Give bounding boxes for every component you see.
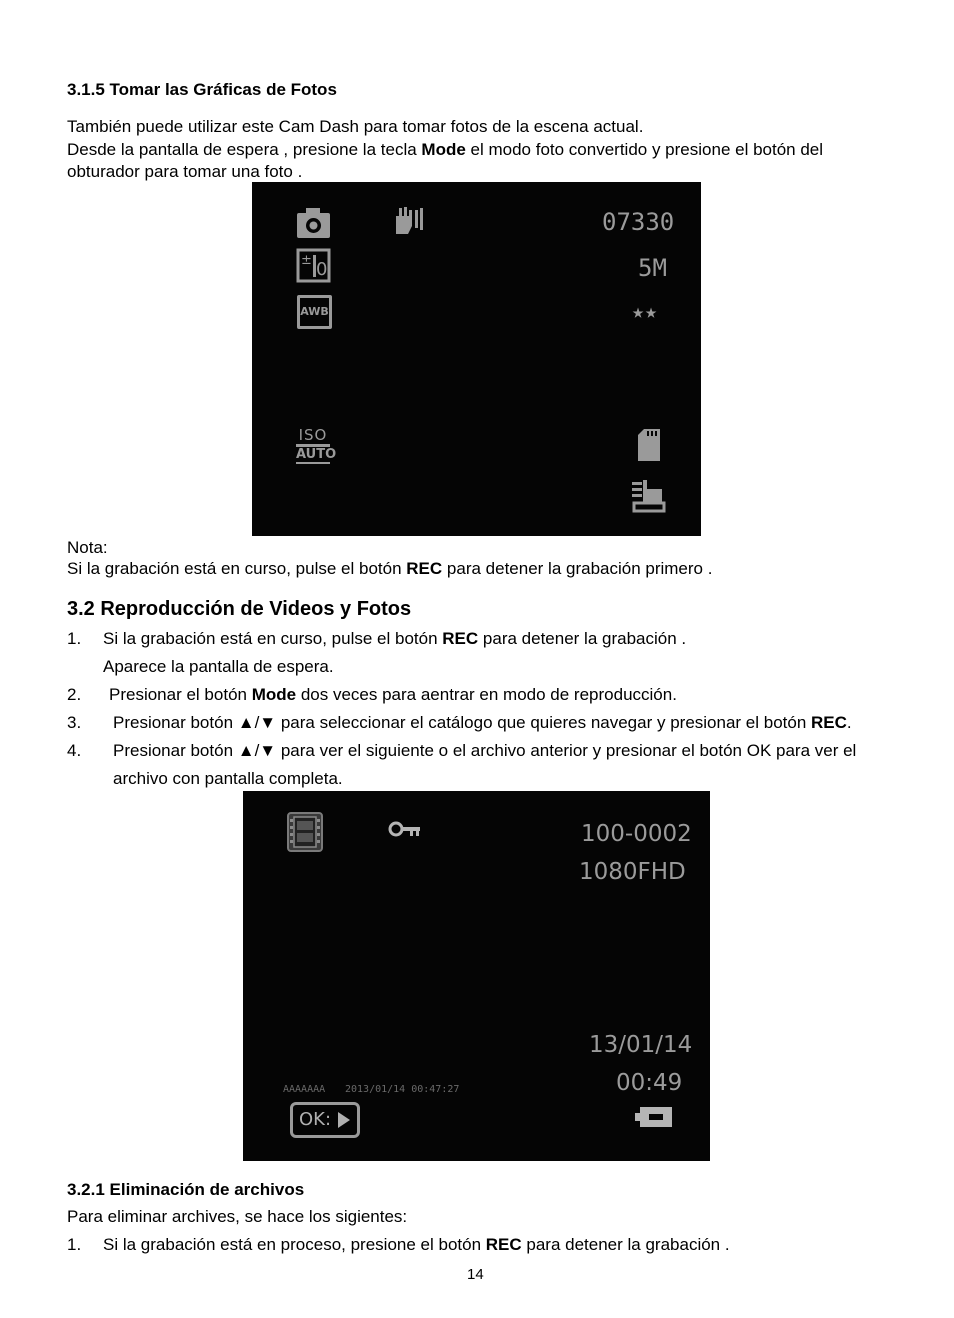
text-run: para detener la grabación . xyxy=(478,629,687,648)
page-number: 14 xyxy=(467,1266,484,1283)
bold-key-rec: REC xyxy=(406,559,443,578)
video-resolution: 1080FHD xyxy=(579,859,686,885)
iso-auto-icon xyxy=(296,426,337,464)
file-number: 100-0002 xyxy=(581,821,692,847)
text-run: Presionar botón ▲/▼ para ver el siguiente o el archivo anterior y presionar el botón OK para ver el xyxy=(113,741,857,760)
text-run: Si la grabación está en curso, pulse el botón xyxy=(103,629,443,648)
bold-key-mode: Mode xyxy=(251,685,297,704)
bold-key-rec: REC xyxy=(811,713,847,732)
text-run: Presionar botón ▲/▼ para seleccionar el catálogo que quieres navegar y presionar el botón xyxy=(113,713,812,732)
awb-label: AWB xyxy=(300,305,329,318)
play-icon xyxy=(337,1111,351,1129)
section-3-1-5-paragraph-3: obturador para tomar una foto . xyxy=(67,162,303,181)
photo-resolution: 5M xyxy=(638,254,667,282)
iso-auto-label: AUTO xyxy=(296,444,330,464)
ok-label: OK: xyxy=(299,1109,332,1130)
stabilizer-icon xyxy=(392,204,428,236)
stamp-datetime: 2013/01/14 00:47:27 xyxy=(345,1084,460,1095)
note-text xyxy=(67,558,712,580)
sd-card-icon xyxy=(636,428,662,462)
iso-label: ISO xyxy=(298,426,328,444)
note-label: Nota: xyxy=(67,538,108,557)
list-item-continuation: archivo con pantalla completa. xyxy=(113,769,343,788)
svg-text:0: 0 xyxy=(316,259,328,280)
text-run: para detener la grabación primero . xyxy=(442,559,713,578)
key-icon xyxy=(388,819,422,839)
text-run: Si la grabación está en proceso, presione el botón xyxy=(103,1235,486,1254)
exposure-icon xyxy=(296,248,332,284)
date-stamp-icon xyxy=(630,479,666,513)
bold-key-mode: Mode xyxy=(421,140,466,159)
text-run: el modo foto convertido y presione el botón del xyxy=(465,140,824,159)
ok-play-button[interactable] xyxy=(290,1102,360,1138)
list-number: 3. xyxy=(67,713,82,732)
section-3-2-heading: 3.2 Reproducción de Videos y Fotos xyxy=(67,598,412,620)
text-run: . xyxy=(846,713,852,732)
awb-icon xyxy=(297,295,332,329)
bold-key-rec: REC xyxy=(485,1235,522,1254)
shots-remaining-counter: 07330 xyxy=(602,208,675,236)
film-icon xyxy=(286,811,324,853)
battery-icon xyxy=(635,1106,673,1128)
photo-mode-screen xyxy=(252,182,701,536)
section-3-1-5-paragraph-2 xyxy=(67,139,823,161)
playback-screen xyxy=(243,791,710,1161)
text-run: Si la grabación está en curso, pulse el botón xyxy=(67,559,407,578)
list-number: 4. xyxy=(67,741,82,760)
camera-icon xyxy=(296,207,332,239)
list-number: 1. xyxy=(67,1235,82,1254)
section-3-2-1-heading: 3.2.1 Eliminación de archivos xyxy=(67,1180,305,1199)
text-run: para detener la grabación . xyxy=(521,1235,730,1254)
text-run: dos veces para aentrar en modo de reproducción. xyxy=(296,685,677,704)
text-run: Presionar el botón xyxy=(109,685,252,704)
bold-key-rec: REC xyxy=(442,629,479,648)
stamp-name: AAAAAAA xyxy=(283,1084,326,1095)
text-run: Desde la pantalla de espera , presione la tecla xyxy=(67,140,422,159)
list-item-continuation: Aparece la pantalla de espera. xyxy=(103,657,334,676)
svg-text:±: ± xyxy=(301,253,312,268)
section-3-1-5-paragraph-1: También puede utilizar este Cam Dash para tomar fotos de la escena actual. xyxy=(67,117,644,136)
section-3-1-5-heading: 3.1.5 Tomar las Gráficas de Fotos xyxy=(67,80,337,99)
quality-stars: ★★ xyxy=(632,299,659,323)
section-3-2-1-intro: Para eliminar archives, se hace los sigientes: xyxy=(67,1207,408,1226)
list-number: 2. xyxy=(67,685,82,704)
video-duration: 00:49 xyxy=(616,1070,683,1096)
list-number: 1. xyxy=(67,629,82,648)
recording-date: 13/01/14 xyxy=(589,1032,693,1058)
